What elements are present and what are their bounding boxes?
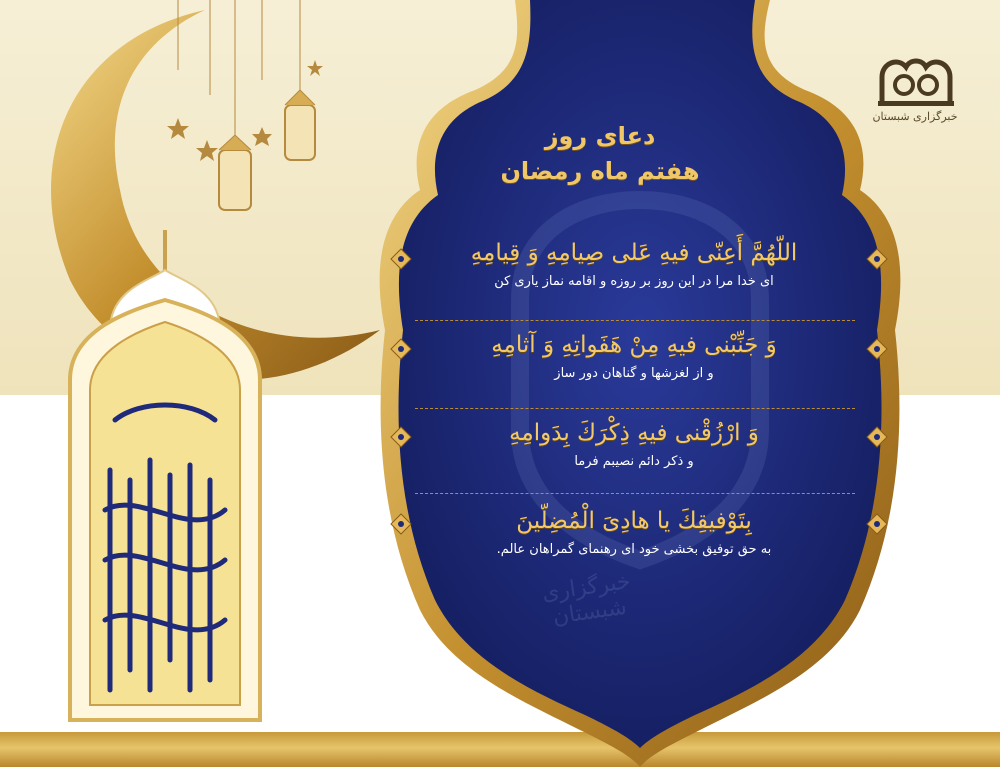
dua-translation: و از لغزشها و گناهان دور ساز [554,366,714,381]
divider [415,493,855,494]
diamond-bullet-icon [390,248,412,270]
dua-arabic: وَ جَنِّبْنی فیهِ مِنْ هَفَواتِهِ وَ آثامِهِ [491,332,777,358]
dua-row-2 [410,332,858,381]
dua-translation: ای خدا مرا در این روز بر روزه و اقامه نماز یاری کن [494,274,774,289]
dua-arabic: وَ ارْزُقْنی فیهِ ذِكْرَكَ بِدَوامِهِ [509,420,759,446]
diamond-bullet-icon [866,513,888,535]
shabestan-logo-icon [878,61,954,106]
dua-translation: به حق توفیق بخشی خود ای رهنمای گمراهان عالم. [496,542,772,557]
dua-translation: و ذکر دائم نصیبم فرما [574,454,694,469]
title-line-2: هفتم ماه رمضان [500,157,700,185]
dua-arabic: بِتَوْفیقِكَ یا هادِیَ الْمُضِلّینَ [516,508,752,534]
diamond-bullet-icon [866,338,888,360]
diamond-bullet-icon [866,426,888,448]
dua-row-1 [410,240,858,289]
diamond-bullet-icon [390,426,412,448]
dua-panel [380,0,901,767]
title-line-1: دعای روز [544,122,656,150]
dua-row-4 [410,508,858,557]
hanging-lantern-icon [178,0,315,210]
diamond-bullet-icon [390,513,412,535]
divider [415,408,855,409]
diamond-bullet-icon [866,248,888,270]
dua-row-3 [410,420,858,469]
divider [415,320,855,321]
dua-arabic: اللّهُمَّ أَعِنّی فیهِ عَلی صِیامِهِ وَ قِیامِهِ [470,240,798,266]
watermark-text: خبرگزاری شبستان [540,569,633,630]
logo-caption: خبرگزاری شبستان [872,110,958,123]
diamond-bullet-icon [390,338,412,360]
